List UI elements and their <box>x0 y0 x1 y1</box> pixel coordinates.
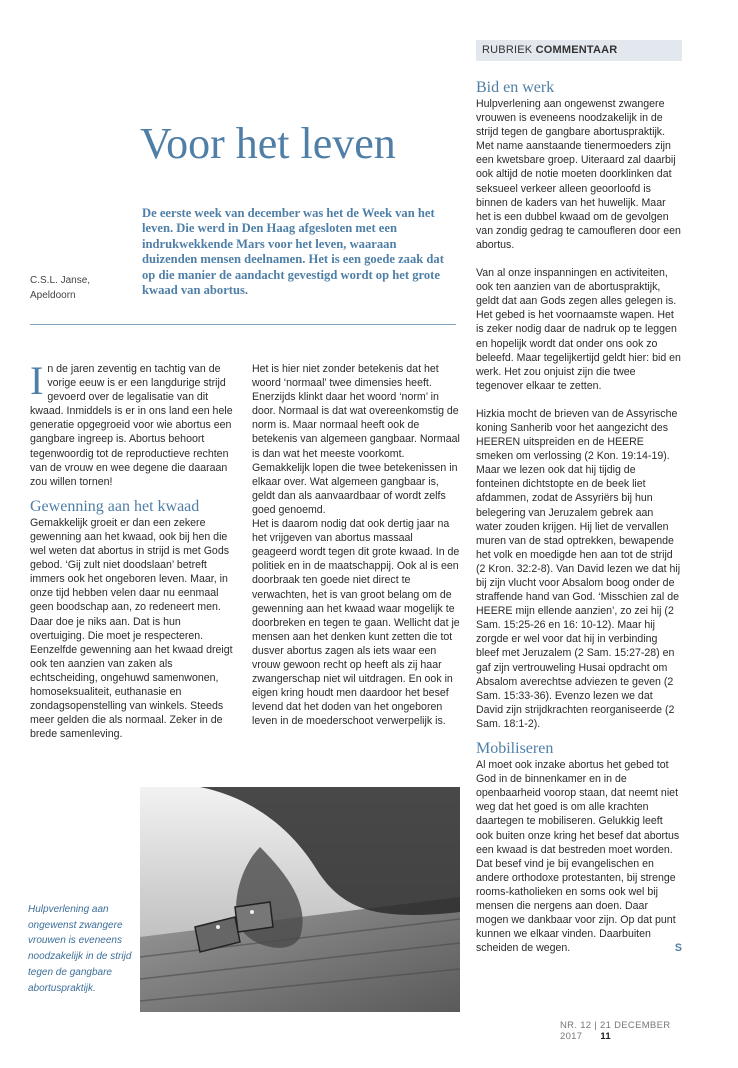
header-divider <box>30 324 456 325</box>
intro-paragraph <box>30 358 238 489</box>
section-name: COMMENTAAR <box>535 44 618 56</box>
author <box>30 273 130 303</box>
paragraph: Eenzelfde gewenning aan het kwaad dreigt ook ten aanzien van zaken als echtscheiding, ongehuwd samenwonen, homoseksualiteit, euthanasie en zondagsopenstelling van winkels. Steeds meer gelden die als normaal. Zeker in de brede samenleving. <box>30 643 233 741</box>
article-lead: De eerste week van december was het de Week van het leven. Die werd in Den Haag afgesloten met een indrukwekkende Mars voor het leven, waaraan duizenden mensen deelnamen. Het is een goede zaak dat op die manier de aandacht gevestigd wordt op het grote kwaad van abortus. <box>142 206 444 298</box>
intro-text: n de jaren zeventig en tachtig van de vorige eeuw is er een langdurige strijd gevoerd over de legalisatie van dit kwaad. Inmiddels is er in ons land een hele generatie opgegroeid voor wie abortus een gangbare ingreep is. Abortus behoort tegenwoordig tot de reproductieve rechten van de vrouw en wee degene die daaraan zou willen tornen! <box>30 363 233 488</box>
issue-info: NR. 12 | 21 DECEMBER 2017 <box>560 1020 671 1042</box>
author-place: Apeldoorn <box>30 290 76 301</box>
column-2 <box>252 362 460 728</box>
paragraph: Hulpverlening aan ongewenst zwangere vrouwen is eveneens noodzakelijk in de strijd tegen de gangbare abortuspraktijk. Met name aanstaande tienermoeders zijn een kwetsbare groep. Uiteraard zal daarbij ook altijd de notie moeten doorklinken dat seksueel verkeer alleen geoorloofd is binnen de kaders van het huwelijk. Maar het is een dubbel kwaad om de gevolgen van zondig gedrag te camoufleren door een abortus. <box>476 98 681 251</box>
paragraph: Het is hier niet zonder betekenis dat het woord ‘normaal’ twee dimensies heeft. Enerzijds klinkt daar het woord ‘norm’ in door. Normaal is dat wat overeenkomstig de norm is. Maar normaal heeft ook de betekenis van algemeen gangbaar. Normaal is dan wat het meeste voorkomt. Gemakkelijk lopen die twee betekenissen in elkaar over. Wat algemeen gangbaar is, geldt dan als aanvaardbaar of wordt zelfs goed genoemd. <box>252 363 460 516</box>
end-mark-icon: S <box>674 942 682 955</box>
paragraph: Het is daarom nodig dat ook dertig jaar na het vrijgeven van abortus massaal geageerd wordt tegen dit grote kwaad. In de politiek en in de maatschappij. Ook al is een doorbraak ten goede niet direct te verwachten, het is van groot belang om de gewenning aan het kwaad waar mogelijk te doorbreken en tegen te gaan. Wellicht dat je mensen aan het denken kunt zetten die tot dusver abortus zagen als iets waar een vrouw gewoon recht op heeft als zij haar zwangerschap niet wil uitdragen. En ook in eigen kring houdt men daardoor het besef levend dat het doden van het ongeboren leven in de moederschoot verwerpelijk is. <box>252 518 460 728</box>
heading-gewenning: Gewenning aan het kwaad <box>30 497 200 515</box>
heading-bid-en-werk: Bid en werk <box>476 79 555 96</box>
page-footer <box>560 1020 710 1042</box>
section-label <box>476 40 682 61</box>
photo-caption: Hulpverlening aan ongewenst zwangere vrouwen is eveneens noodzakelijk in de strijd tegen de gangbare abortuspraktijk. <box>28 904 132 994</box>
heading-mobiliseren: Mobiliseren <box>476 740 554 758</box>
article-photo <box>140 787 460 1012</box>
paragraph: Gemakkelijk groeit er dan een zekere gewenning aan het kwaad, ook bij hen die wel weten dat abortus in strijd is met Gods gebod. ‘Gij zult niet doodslaan’ betreft immers ook het ongeboren leven. Maar, in onze tijd hebben velen daar nu eenmaal geen boodschap aan, zo redeneert men. Daar doe je niks aan. Dat is hun overtuiging. Die moet je respecteren. <box>30 516 230 642</box>
article-title: Voor het leven <box>140 119 396 168</box>
column-3 <box>476 78 682 955</box>
paragraph <box>476 857 682 956</box>
paragraph: Van al onze inspanningen en activiteiten, ook ten aanzien van de abortuspraktijk, geldt dat aan Gods zegen alles gelegen is. Het gebed is het voornaamste wapen. Het is zeker nodig daar de nadruk op te leggen en hopelijk wordt dat onder ons ook zo beleefd. Maar tegelijkertijd geldt hier: bid en werk. Het zou onjuist zijn die twee tegenover elkaar te zetten. <box>476 267 681 392</box>
paragraph: Hizkia mocht de brieven van de Assyrische koning Sanherib voor het aangezicht des HEEREN uitspreiden en de HEERE smeken om verlossing (2 Kon. 19:14-19). Maar we lezen ook dat hij tijdig de fonteinen dichtstopte en de beek liet afdammen, zodat de Assyriërs bij hun belegering van Jeruzalem gebrek aan water zouden krijgen. Hij liet de vervallen muren van de stad optrekken, bewapende het volk en moedigde hen aan tot de strijd (2 Kron. 32:2-8). Van David lezen we dat hij bij zijn vlucht voor Absalom boog onder de straffende hand van God. ‘Misschien zal de HEERE mijn ellende aanzien’, zo zei hij (2 Sam. 15:25-26 en 16: 10-12). Maar hij zorgde er wel voor dat hij in verbinding bleef met Jeruzalem (2 Sam. 15:27-28) en gaf zijn vertrouweling Husai opdracht om Absalom averechtse adviezen te geven (2 Sam. 15:33-36). Evenzo lezen we dat David zijn strijdkrachten reorganiseerde (2 Sam. 18:1-2). <box>476 407 681 730</box>
author-name: C.S.L. Janse, <box>30 275 91 286</box>
section-prefix: RUBRIEK <box>482 44 533 56</box>
paragraph-text: Dat besef vind je bij evangelischen en andere orthodoxe protestanten, bij strenge rooms-katholieken en soms ook wel bij mensen die nergens aan doen. Daar mogen we dankbaar voor zijn. Op dat punt kunnen we elkaar vinden. Daarbuiten scheiden de wegen. <box>476 857 676 955</box>
page-number: 11 <box>600 1031 611 1042</box>
column-1 <box>30 358 238 741</box>
paragraph: Al moet ook inzake abortus het gebed tot God in de binnenkamer en in de openbaarheid voorop staan, dat neemt niet weg dat het goed is om alle krachten daartegen te mobiliseren. Gelukkig leeft ook buiten onze kring het besef dat abortus een kwaad is dat bestreden moet worden. <box>476 759 680 856</box>
photo-illustration <box>140 787 460 1012</box>
drop-cap: I <box>30 358 44 403</box>
